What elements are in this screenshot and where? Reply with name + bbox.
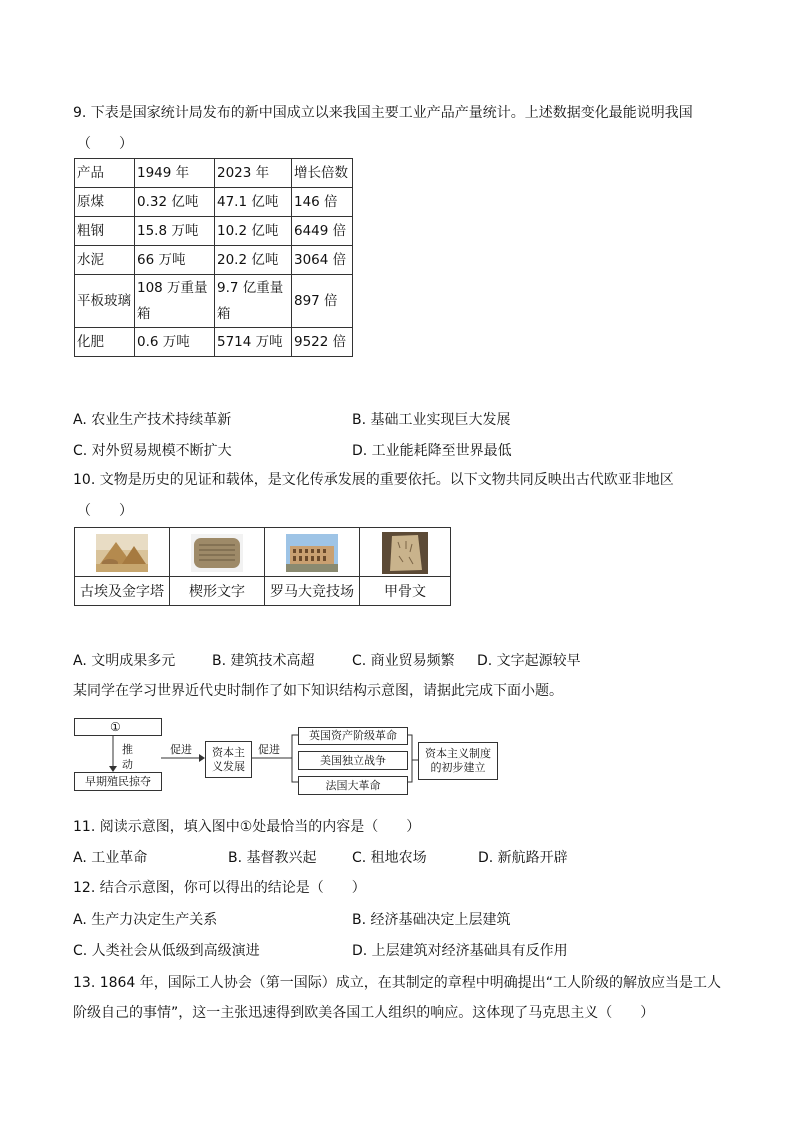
table-cell: 9.7 亿重量箱 <box>215 275 292 328</box>
table-header-cell: 2023 年 <box>215 159 292 188</box>
diagram-revolution-1: 英国资产阶级革命 <box>298 727 408 745</box>
diagram-result-box <box>418 742 498 780</box>
diagram-box-1 <box>74 718 162 736</box>
table-cell: 6449 倍 <box>292 217 353 246</box>
q10-paren: （ ） <box>77 503 133 519</box>
q11-option-d[interactable]: D. 新航路开辟 <box>478 850 568 866</box>
table-cell: 897 倍 <box>292 275 353 328</box>
q10-option-a[interactable]: A. 文明成果多元 <box>73 653 176 669</box>
q13-line-1: 13. 1864 年，国际工人协会（第一国际）成立，在其制定的章程中明确提出“工人阶级的解放应当是工人 <box>73 975 722 991</box>
table-cell: 15.8 万吨 <box>135 217 215 246</box>
q13-line-2: 阶级自己的事情”，这一主张迅速得到欧美各国工人组织的响应。这体现了马克思主义（ ） <box>73 1005 655 1021</box>
table-cell: 化肥 <box>75 328 135 357</box>
relic-label: 甲骨文 <box>360 577 451 606</box>
table-cell: 47.1 亿吨 <box>215 188 292 217</box>
relic-label: 楔形文字 <box>170 577 265 606</box>
table-header-cell: 1949 年 <box>135 159 215 188</box>
table-cell: 水泥 <box>75 246 135 275</box>
diagram-capitalism-line-1: 资本主 <box>212 745 245 759</box>
q12-option-c[interactable]: C. 人类社会从低级到高级演进 <box>73 943 260 959</box>
q12-option-a[interactable]: A. 生产力决定生产关系 <box>73 912 218 928</box>
q12-option-d[interactable]: D. 上层建筑对经济基础具有反作用 <box>352 943 568 959</box>
table-cell: 0.6 万吨 <box>135 328 215 357</box>
q10-stem: 10. 文物是历史的见证和载体，是文化传承发展的重要依托。以下文物共同反映出古代欧亚非地区 <box>73 472 674 488</box>
diagram-promote-1: 促进 <box>170 743 192 756</box>
table-cell: 10.2 亿吨 <box>215 217 292 246</box>
table-cell: 5714 万吨 <box>215 328 292 357</box>
q9-option-d[interactable]: D. 工业能耗降至世界最低 <box>352 443 512 459</box>
q12-option-b[interactable]: B. 经济基础决定上层建筑 <box>352 912 511 928</box>
q10-option-b[interactable]: B. 建筑技术高超 <box>212 653 315 669</box>
table-cell: 66 万吨 <box>135 246 215 275</box>
table-cell: 平板玻璃 <box>75 275 135 328</box>
table-cell: 0.32 亿吨 <box>135 188 215 217</box>
diagram-result-line-1: 资本主义制度 <box>425 747 491 760</box>
table-cell: 9522 倍 <box>292 328 353 357</box>
diagram-circle-1: ① <box>110 720 121 734</box>
diagram-colonial-box: 早期殖民掠夺 <box>74 772 162 791</box>
table-cell: 108 万重量箱 <box>135 275 215 328</box>
diagram-revolution-2: 美国独立战争 <box>298 751 408 770</box>
diagram-capitalism-line-2: 义发展 <box>212 759 245 773</box>
diagram-promote-2: 促进 <box>258 743 280 756</box>
relic-label: 古埃及金字塔 <box>75 577 170 606</box>
q11-option-a[interactable]: A. 工业革命 <box>73 850 148 866</box>
q11-option-b[interactable]: B. 基督教兴起 <box>228 850 317 866</box>
q11-stem: 11. 阅读示意图，填入图中①处最恰当的内容是（ ） <box>73 819 421 835</box>
diagram-push-2: 动 <box>122 758 133 771</box>
diagram-capitalism-box <box>205 741 252 778</box>
q9-option-c[interactable]: C. 对外贸易规模不断扩大 <box>73 443 232 459</box>
q10-option-c[interactable]: C. 商业贸易频繁 <box>352 653 455 669</box>
diagram-push-1: 推 <box>122 743 133 756</box>
table-cell: 3064 倍 <box>292 246 353 275</box>
table-cell: 原煤 <box>75 188 135 217</box>
q9-option-a[interactable]: A. 农业生产技术持续革新 <box>73 412 232 428</box>
table-cell: 20.2 亿吨 <box>215 246 292 275</box>
table-cell: 146 倍 <box>292 188 353 217</box>
table-header-cell: 产品 <box>75 159 135 188</box>
q9-stem: 9. 下表是国家统计局发布的新中国成立以来我国主要工业产品产量统计。上述数据变化最能说明我国 <box>73 105 693 121</box>
relic-label: 罗马大竞技场 <box>265 577 360 606</box>
q11-option-c[interactable]: C. 租地农场 <box>352 850 427 866</box>
diagram-revolution-3: 法国大革命 <box>298 776 408 795</box>
table-cell: 粗钢 <box>75 217 135 246</box>
diagram-result-line-2: 的初步建立 <box>430 761 486 774</box>
q10-option-d[interactable]: D. 文字起源较早 <box>477 653 581 669</box>
table-header-cell: 增长倍数 <box>292 159 353 188</box>
q9-option-b[interactable]: B. 基础工业实现巨大发展 <box>352 412 511 428</box>
intro-text: 某同学在学习世界近代史时制作了如下知识结构示意图，请据此完成下面小题。 <box>73 683 563 699</box>
q12-stem: 12. 结合示意图，你可以得出的结论是（ ） <box>73 880 366 896</box>
q9-paren: （ ） <box>77 136 133 152</box>
